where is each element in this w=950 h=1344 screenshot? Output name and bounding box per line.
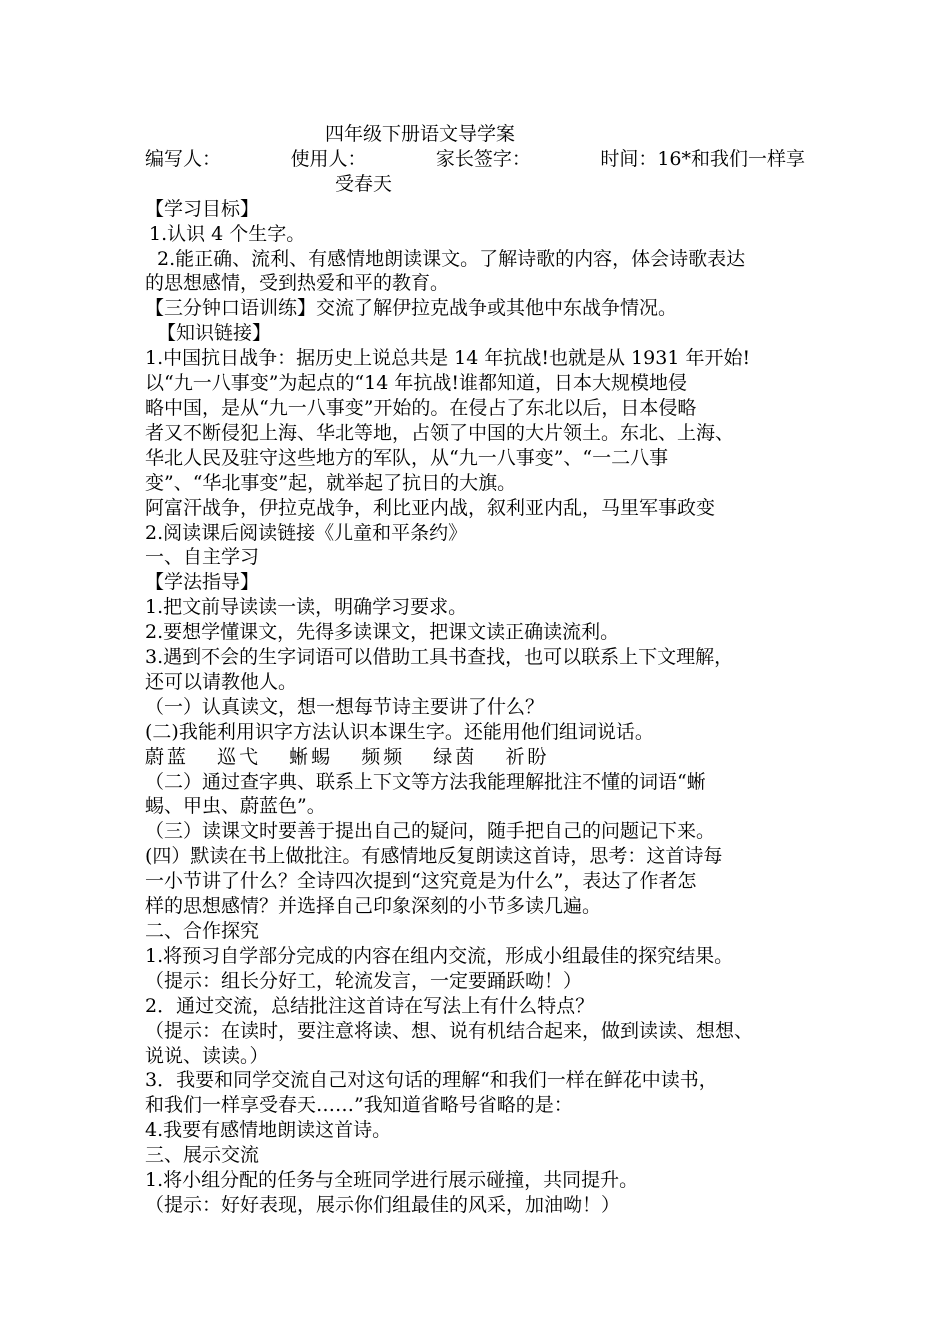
paragraph-line: 4.我要有感情地朗读这首诗。 [145, 1119, 392, 1142]
meta-row [145, 147, 805, 172]
paragraph-line: 2.能正确、流利、有感情地朗读课文。了解诗歌的内容，体会诗歌表达 [157, 247, 746, 270]
paragraph-line: 以“九一八事变”为起点的“14 年抗战!谁都知道，日本大规模地侵 [145, 372, 687, 395]
vocab-word: 祈盼 [505, 745, 550, 768]
paragraph-line: 华北人民及驻守这些地方的军队，从“九一八事变”、“一二八事 [145, 446, 669, 469]
section-heading: 【三分钟口语训练】交流了解伊拉克战争或其他中东战争情况。 [145, 297, 678, 320]
paragraph-line: （一）认真读文，想一想每节诗主要讲了什么？ [145, 695, 545, 718]
paragraph-line: 1.认识 4 个生字。 [149, 222, 306, 245]
paragraph-line: 略中国，是从“九一八事变”开始的。在侵占了东北以后，日本侵略 [145, 396, 697, 419]
lesson-title-tail: 受春天 [335, 172, 393, 195]
paragraph-line: 3．我要和同学交流自己对这句话的理解“和我们一样在鲜花中读书， [145, 1069, 718, 1092]
section-heading: 一、自主学习 [145, 546, 260, 569]
paragraph-line: 2.要想学懂课文，先得多读课文，把课文读正确读流利。 [145, 621, 620, 644]
user-label: 使用人： [290, 147, 367, 170]
paragraph-line: 1.将小组分配的任务与全班同学进行展示碰撞，共同提升。 [145, 1169, 639, 1192]
paragraph-line: 的思想感情，受到热爱和平的教育。 [145, 272, 450, 295]
paragraph-line: 蜴、甲虫、蔚蓝色”。 [145, 795, 326, 818]
paragraph-line: 阿富汗战争，伊拉克战争，利比亚内战，叙利亚内乱，马里军事政变 [145, 496, 716, 519]
time-label: 时间：16*和我们一样享 [600, 147, 805, 170]
paragraph-line: （提示：在读时，要注意将读、想、说有机结合起来，做到读读、想想、 [145, 1019, 754, 1042]
vocab-word: 绿茵 [433, 745, 478, 768]
section-heading: 【知识链接】 [157, 322, 272, 345]
paragraph-line: （三）读课文时要善于提出自己的疑问，随手把自己的问题记下来。 [145, 820, 716, 843]
section-heading: 三、展示交流 [145, 1144, 260, 1167]
parent-signature-label: 家长签字： [435, 147, 531, 170]
vocab-word: 巡弋 [217, 745, 262, 768]
paragraph-line: (二)我能利用识字方法认识本课生字。还能用他们组词说话。 [145, 720, 654, 743]
paragraph-line: 2．通过交流，总结批注这首诗在写法上有什么特点？ [145, 994, 595, 1017]
section-heading: 【学习目标】 [145, 197, 260, 220]
paragraph-line: 1.将预习自学部分完成的内容在组内交流，形成小组最佳的探究结果。 [145, 944, 734, 967]
paragraph-line: 3.遇到不会的生字词语可以借助工具书查找，也可以联系上下文理解， [145, 646, 734, 669]
paragraph-line: （二）通过查字典、联系上下文等方法我能理解批注不懂的词语“蜥 [145, 770, 706, 793]
paragraph-line: （提示：好好表现，展示你们组最佳的风采，加油呦！） [145, 1193, 621, 1216]
paragraph-line: 一小节讲了什么？全诗四次提到“这究竟是为什么”，表达了作者怎 [145, 870, 697, 893]
paragraph-line: 说说、读读。） [145, 1044, 269, 1067]
paragraph-line: 者又不断侵犯上海、华北等地，占领了中国的大片领土。东北、上海、 [145, 421, 735, 444]
vocab-word: 蔚蓝 [145, 745, 190, 768]
document-title: 四年级下册语文导学案 [325, 123, 516, 145]
vocab-row [145, 745, 825, 770]
author-label: 编写人： [145, 147, 222, 170]
paragraph-line: 1.中国抗日战争：据历史上说总共是 14 年抗战!也就是从 1931 年开始! [145, 347, 751, 370]
paragraph-line: 和我们一样享受春天……”我知道省略号省略的是： [145, 1094, 573, 1117]
section-heading: 二、合作探究 [145, 920, 260, 942]
vocab-word: 频频 [361, 745, 406, 768]
document-page [145, 122, 825, 1218]
paragraph-line: 样的思想感情？并选择自己印象深刻的小节多读几遍。 [145, 895, 602, 918]
paragraph-line: 2.阅读课后阅读链接《儿童和平条约》 [145, 521, 468, 544]
vocab-word: 蜥蜴 [289, 745, 334, 768]
section-heading: 【学法指导】 [145, 571, 260, 594]
paragraph-line: （提示：组长分好工，轮流发言，一定要踊跃呦！） [145, 969, 583, 992]
paragraph-line: 变”、“华北事变”起，就举起了抗日的大旗。 [145, 471, 517, 494]
paragraph-line: 1.把文前导读读一读，明确学习要求。 [145, 596, 468, 619]
paragraph-line: (四）默读在书上做批注。有感情地反复朗读这首诗，思考：这首诗每 [145, 845, 723, 868]
paragraph-line: 还可以请教他人。 [145, 670, 298, 693]
